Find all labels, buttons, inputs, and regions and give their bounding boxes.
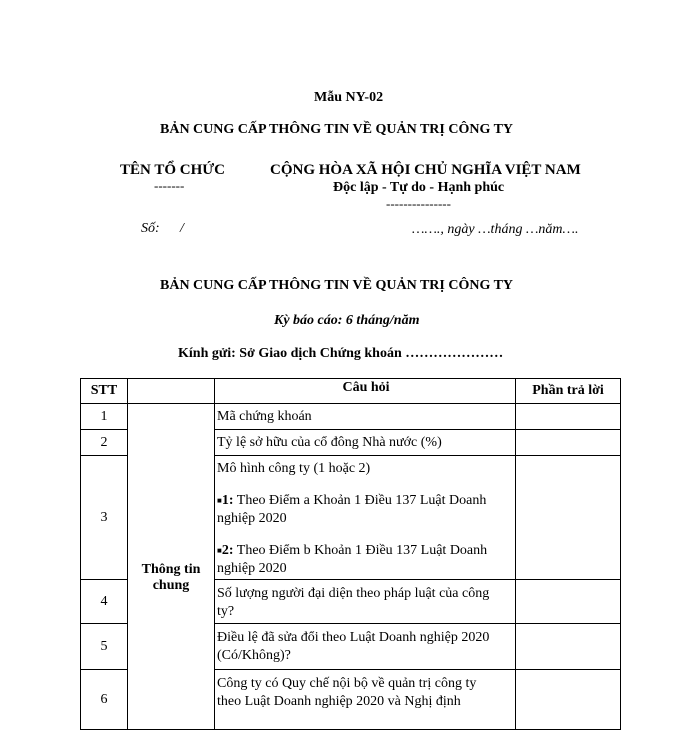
question-text-continued: theo Luật Doanh nghiệp 2020 và Nghị định [217, 694, 461, 709]
question-text: Công ty có Quy chế nội bộ về quản trị công ty [217, 676, 477, 691]
row-number: 1 [81, 404, 128, 430]
bullet-icon: ■ [217, 546, 222, 556]
motto-divider: --------------- [386, 196, 451, 211]
question-cell [215, 456, 516, 580]
question-cell [215, 430, 516, 456]
answer-cell[interactable] [516, 456, 621, 580]
country-name: CỘNG HÒA XÃ HỘI CHỦ NGHĨA VIỆT NAM [270, 162, 581, 178]
document-number-label: Số: [141, 221, 160, 236]
question-cell [215, 580, 516, 624]
national-motto: Độc lập - Tự do - Hạnh phúc [333, 180, 505, 195]
document-title: BẢN CUNG CẤP THÔNG TIN VỀ QUẢN TRỊ CÔNG TY [160, 278, 514, 293]
row-number: 5 [81, 624, 128, 670]
header-group [128, 379, 215, 404]
recipient-line: Kính gửi: Sở Giao dịch Chứng khoán ………………… [178, 346, 504, 361]
row-number: 2 [81, 430, 128, 456]
answer-cell[interactable] [516, 624, 621, 670]
report-period: Kỳ báo cáo: 6 tháng/năm [274, 313, 420, 328]
row-number: 3 [81, 456, 128, 580]
question-text: Mô hình công ty (1 hoặc 2) [217, 461, 371, 476]
header-question: Câu hỏi [215, 379, 516, 404]
header-stt: STT [81, 379, 128, 404]
organization-label: TÊN TỔ CHỨC [120, 162, 226, 178]
group-label [128, 404, 215, 730]
date-line: ……., ngày …tháng …năm…. [412, 222, 579, 237]
bullet-icon: ■ [217, 496, 222, 505]
governance-questions-table [80, 378, 621, 730]
question-text-continued: ty? [217, 604, 235, 619]
answer-cell[interactable] [516, 404, 621, 430]
document-number-slash: / [180, 221, 184, 236]
row-number: 6 [81, 670, 128, 730]
answer-cell[interactable] [516, 430, 621, 456]
question-text: Tỷ lệ sở hữu của cổ đông Nhà nước (%) [217, 434, 442, 450]
question-text-continued: (Có/Không)? [217, 648, 291, 663]
option-2 [217, 542, 515, 560]
group-label-line2: chung [152, 577, 190, 593]
header-answer: Phần trả lời [516, 379, 621, 404]
option-1-number: 1: [221, 493, 234, 509]
organization-divider: ------- [154, 178, 185, 193]
option-2-continued: nghiệp 2020 [217, 561, 287, 577]
question-text: Mã chứng khoán [217, 408, 312, 424]
table-header-row [81, 379, 621, 404]
option-1 [217, 492, 515, 510]
question-cell [215, 624, 516, 670]
option-2-number: 2: [221, 543, 234, 559]
option-2-text: Theo Điểm b Khoản 1 Điều 137 Luật Doanh [233, 543, 488, 559]
option-1-text: Theo Điểm a Khoản 1 Điều 137 Luật Doanh [233, 493, 487, 509]
question-text: Điều lệ đã sửa đổi theo Luật Doanh nghiệp 2020 [217, 630, 490, 645]
question-text: Số lượng người đại diện theo pháp luật của công [217, 586, 490, 601]
row-number: 4 [81, 580, 128, 624]
form-code: Mẫu NY-02 [314, 90, 384, 105]
table-row [81, 404, 621, 430]
answer-cell[interactable] [516, 580, 621, 624]
question-cell [215, 404, 516, 430]
option-1-continued: nghiệp 2020 [217, 511, 287, 527]
group-label-line1: Thông tin [141, 561, 201, 577]
document-title-top: BẢN CUNG CẤP THÔNG TIN VỀ QUẢN TRỊ CÔNG TY [160, 122, 514, 137]
